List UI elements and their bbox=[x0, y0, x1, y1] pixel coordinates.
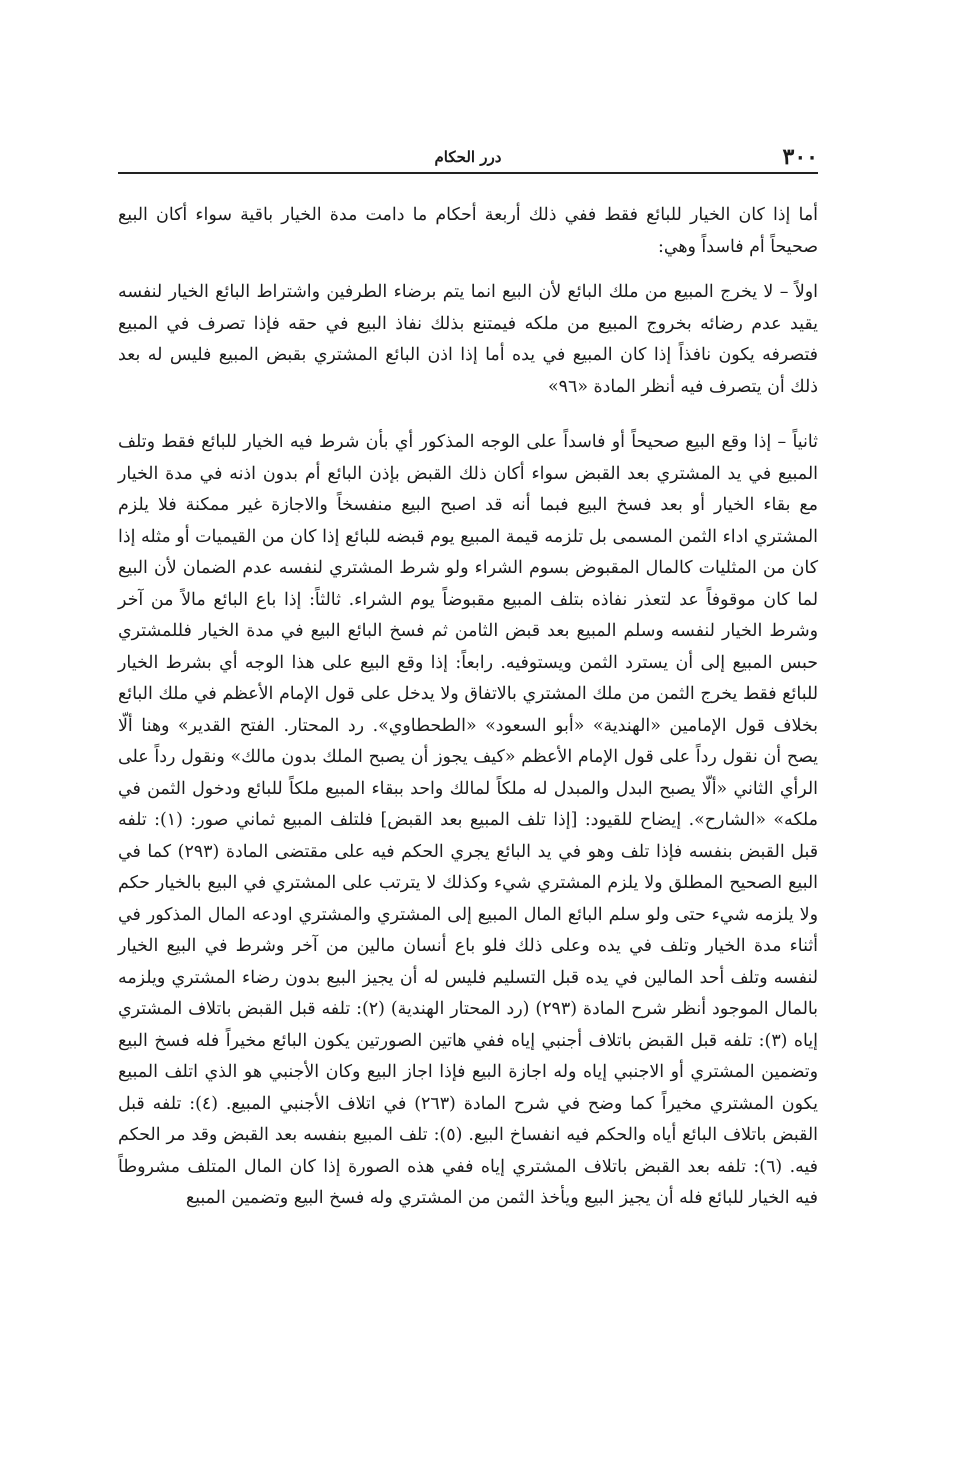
intro-paragraph: أما إذا كان الخيار للبائع فقط ففي ذلك أربعة أحكام ما دامت مدة الخيار باقية سواء أكان البيع صحيحاً أم فاسداً وهي: bbox=[118, 205, 818, 257]
page-header bbox=[118, 138, 818, 174]
page-number: ٣٠٠ bbox=[782, 144, 818, 170]
second-ruling-paragraph: ثانياً – إذا وقع البيع صحيحاً أو فاسداً على الوجه المذكور أي بأن شرط فيه الخيار للبائع فقط وتلف المبيع في يد المشتري بعد القبض سواء أكان ذلك القبض بإذن البائع أم بدون اذنه في مدة الخيار مع بقاء الخيار أو بعد فسخ البيع فبما أنه قد اصبح البيع منفسخاً والاجازة غير ممكنة فلا يلزم المشتري اداء الثمن المسمى بل تلزمه قيمة المبيع يوم قبضه للبائع إذا كان من القيميات أو مثله إذا كان من المثليات كالمال المقبوض بسوم الشراء ولو شرط المشتري لنفسه عدم الضمان لأن البيع لما كان موقوفاً عد لتعذر نفاذه بتلف المبيع مقبوضاً يوم الشراء. ثالثاً: إذا باع البائع مالاً من آخر وشرط الخيار لنفسه وسلم المبيع بعد قبض الثامن ثم فسخ البائع البيع في مدة الخيار فللمشتري حبس المبيع إلى أن يسترد الثمن ويستوفيه. رابعاً: إذا وقع البيع على هذا الوجه أي بشرط الخيار للبائع فقط يخرج الثمن من ملك المشتري بالاتفاق ولا يدخل على قول الإمام الأعظم في ملك البائع بخلاف قول الإمامين «الهندية» «أبو السعود» «الطحطاوي». رد المحتار. الفتح القدير» وهنا ألّا يصح أن نقول رداً على قول الإمام الأعظم «كيف يجوز أن يصبح الملك بدون مالك» ونقول رداً على الرأي الثاني «ألّا يصبح البدل والمبدل له ملكاً لمالك واحد ببقاء المبيع ملكاً للبائع ودخول الثمن في ملكه» «الشارح». إيضاح للقيود: [إذا تلف المبيع بعد القبض] فلتلف المبيع ثماني صور: (١): تلفه قبل القبض بنفسه فإذا تلف وهو في يد البائع يجري الحكم فيه على مقتضى المادة (٢٩٣) كما في البيع الصحيح المطلق ولا يلزم المشتري شيء وكذلك لا يترتب على المشتري في البيع بالخيار حكم ولا يلزمه شيء حتى ولو سلم البائع المال المبيع إلى المشتري والمشتري اودعه المال المذكور في أثناء مدة الخيار وتلف في يده وعلى ذلك فلو باع أنسان مالين من آخر وشرط في البيع الخيار لنفسه وتلف أحد المالين في يده قبل التسليم فليس له أن يجيز البيع بدون رضاء المشتري ويلزمه بالمال الموجود أنظر شرح المادة (٢٩٣) (رد المحتار الهندية) (٢): تلفه قبل القبض باتلاف المشتري إياه (٣): تلفه قبل القبض باتلاف أجنبي إياه ففي هاتين الصورتين يكون البائع مخيراً فله فسخ البيع وتضمين المشتري أو الاجنبي إياه وله اجازة البيع فإذا اجاز البيع وكان الأجنبي هو الذي اتلف المبيع يكون المشتري مخيراً كما وضح في شرح المادة (٢٦٣) في اتلاف الأجنبي المبيع. (٤): تلفه قبل القبض باتلاف البائع أياه والحكم فيه انفساخ البيع. (٥): تلف المبيع بنفسه بعد القبض وقد مر الحكم فيه. (٦): تلفه بعد القبض باتلاف المشتري إياه ففي هذه الصورة إذا كان المال المتلف مشروطاً فيه الخيار للبائع فله أن يجيز البيع ويأخذ الثمن من المشتري وله فسخ البيع وتضمين المبيع bbox=[118, 432, 819, 1208]
running-title: درر الحكام bbox=[434, 148, 502, 166]
page-body bbox=[118, 200, 818, 1215]
first-ruling-paragraph: اولاً – لا يخرج المبيع من ملك البائع لأن البيع انما يتم برضاء الطرفين واشتراط البائع الخيار لنفسه يقيد عدم رضائه بخروج المبيع من ملكه فيمتنع بذلك نفاذ البيع في حقه فإذا تصرف في المبيع فتصرفه يكون نافذاً إذا كان المبيع في يده أما إذا اذن البائع المشتري بقبض المبيع فليس له بعد ذلك أن يتصرف فيه أنظر المادة «٩٦» bbox=[118, 282, 818, 397]
